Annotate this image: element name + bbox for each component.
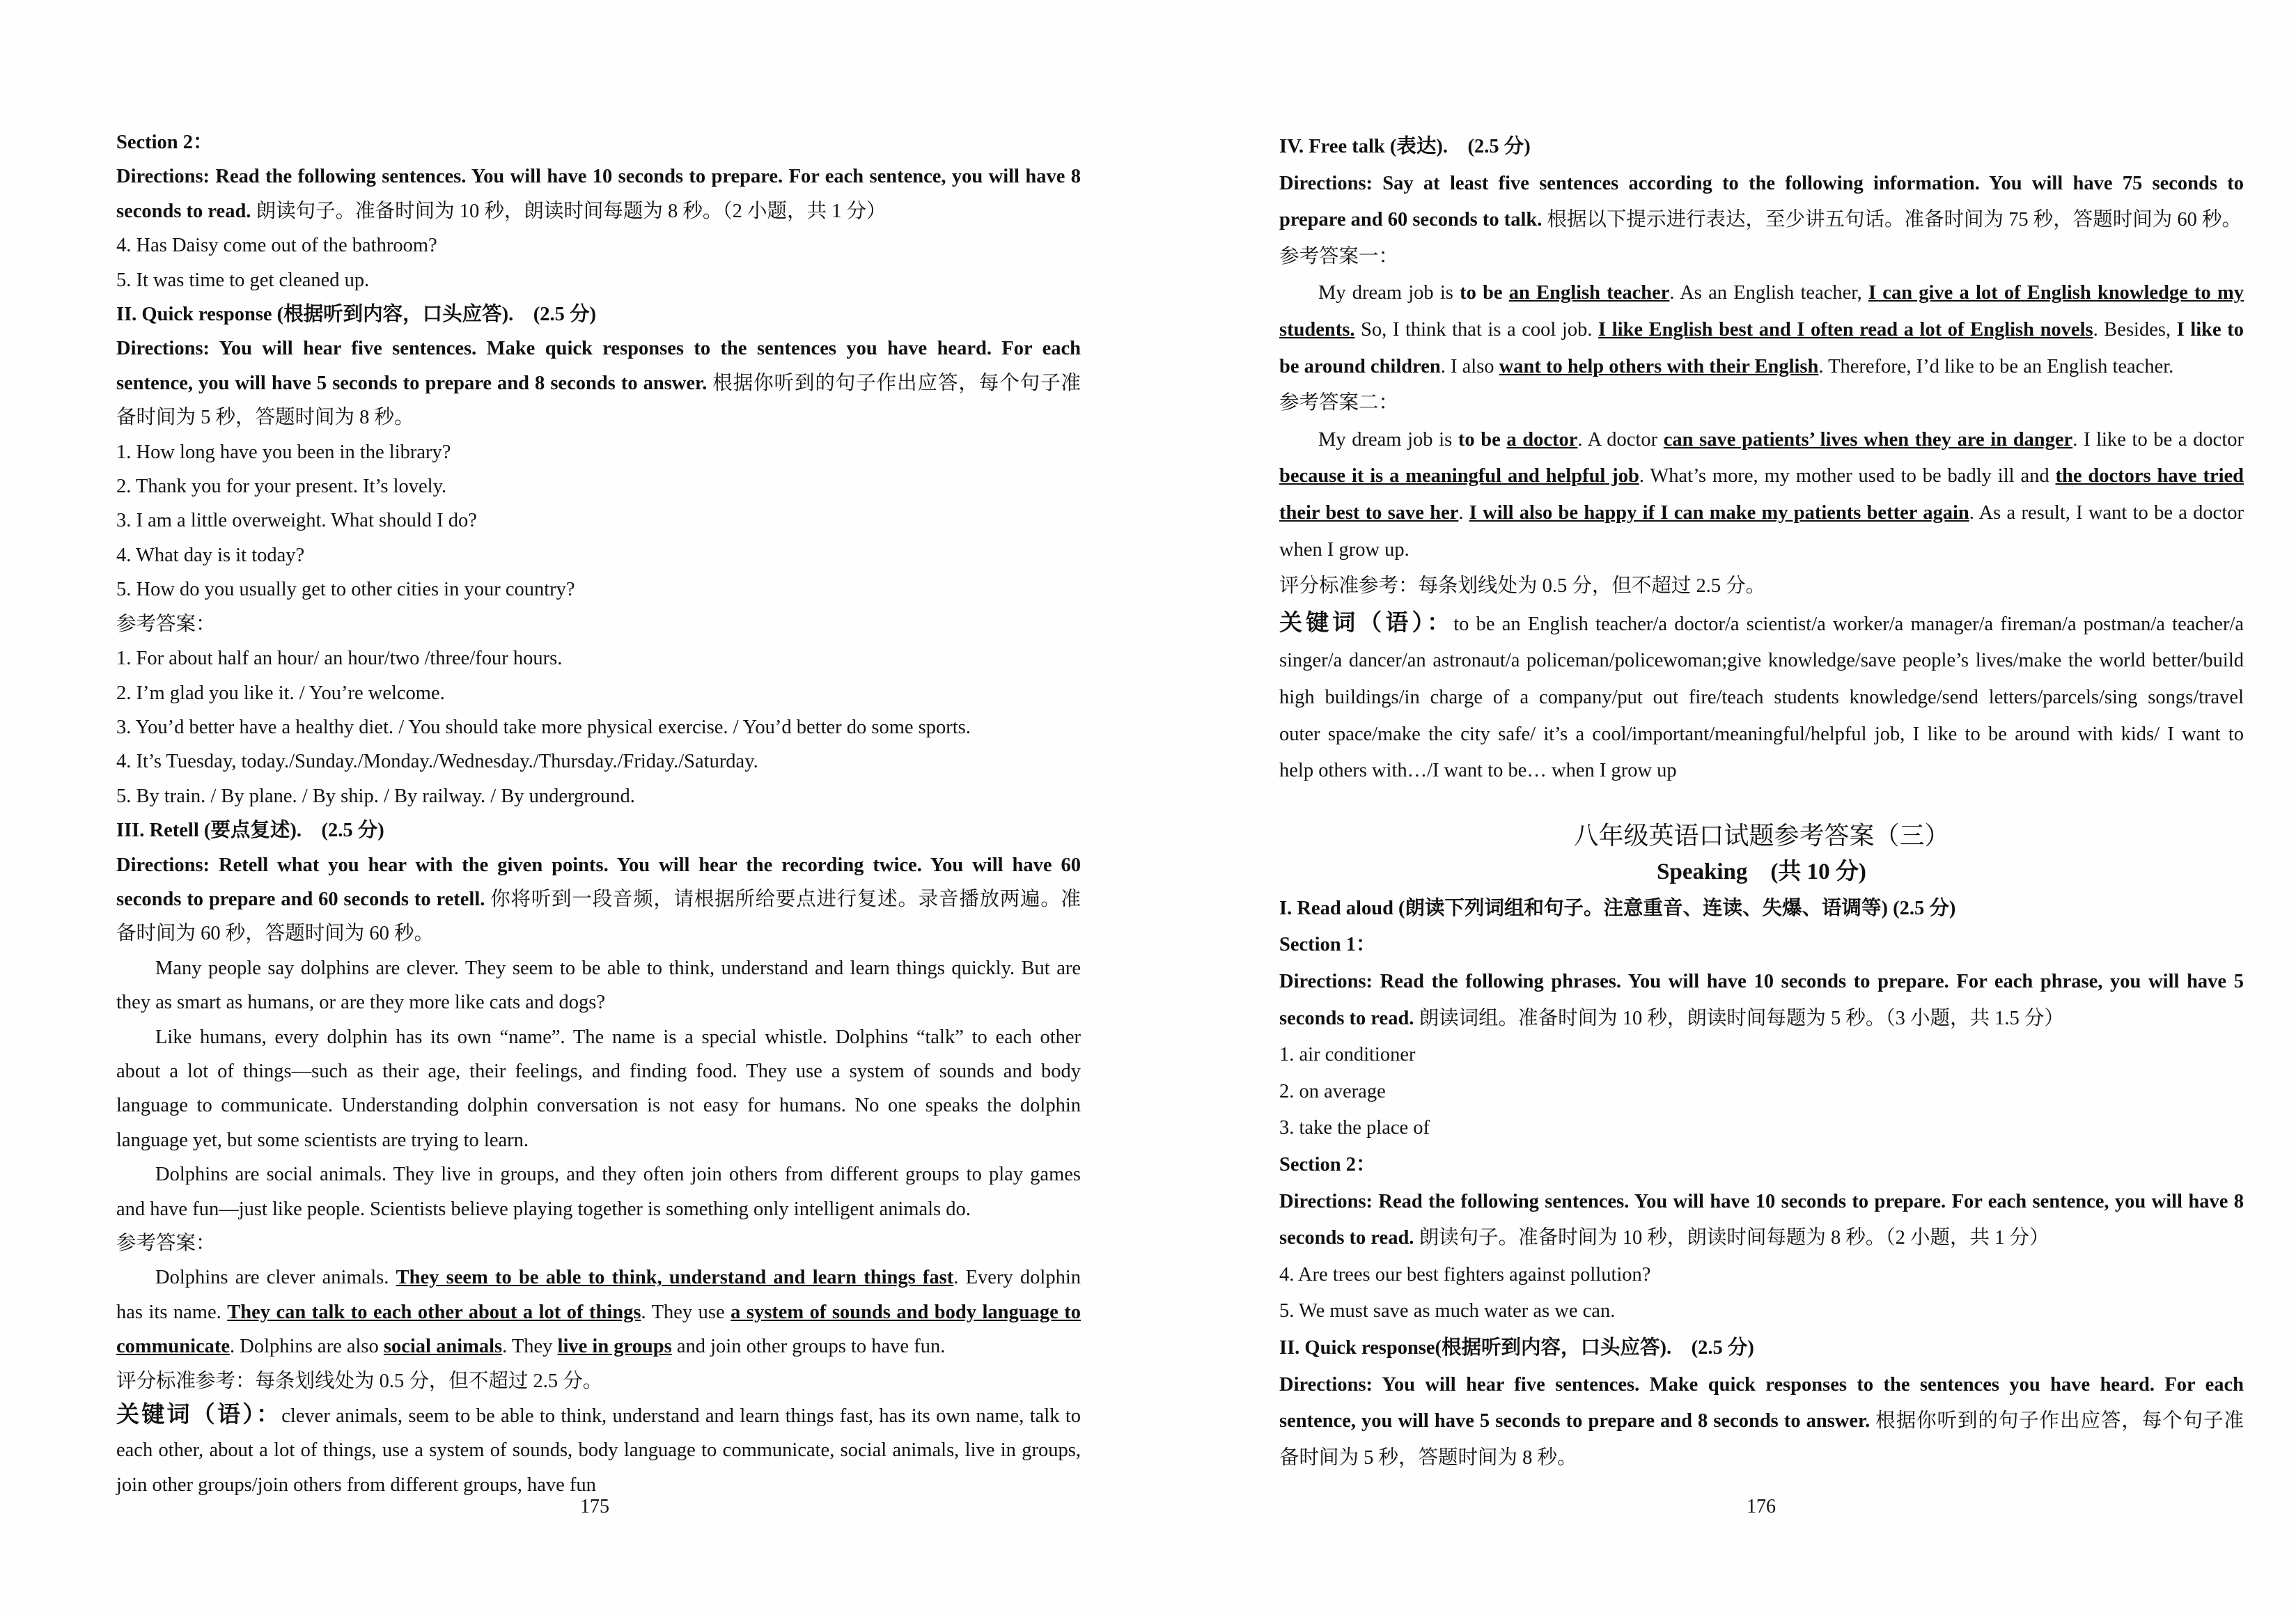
right-page [1279,129,2244,1476]
quick-response-directions-cont: sentence, you will have 5 seconds to prepare and 8 seconds to answer. 根据你听到的句子作出应答，每个句子准 [116,372,1081,394]
retell-directions: Directions: Retell what you hear with the given points. You will hear the recording twice. You will have 60 [116,854,1081,876]
reference-answer-2-heading: 参考答案二： [1279,392,1399,414]
sentence-5: 5. It was time to get cleaned up. [116,269,370,291]
free-talk-directions: Directions: Say at least five sentences according to the following information. You will have 75 seconds to [1279,172,2244,194]
reference-answer-1-line-3: be around children. I also want to help others with their English. Therefore, I’d like to be an English teacher. [1279,355,2174,377]
question-2: 2. Thank you for your present. It’s lovely. [116,476,447,498]
reference-answer-1-line-1: My dream job is to be an English teacher. As an English teacher, I can give a lot of English knowledge to my [1318,282,2244,304]
answer-heading: 参考答案： [116,613,216,635]
reference-answer-2-line-3: their best to save her. I will also be happy if I can make my patients better again. As a result, I want to be a doctor [1279,501,2244,524]
section1-heading: Section 1： [1279,934,1376,956]
phrase-1: 1. air conditioner [1279,1044,1416,1066]
quick-response-directions-cont: sentence, you will have 5 seconds to prepare and 8 seconds to answer. 根据你听到的句子作出应答，每个句子准 [1279,1410,2244,1432]
keywords-line-4: outer space/make the city safe/ it’s a cool/important/meaningful/helpful job, I like to be around with kids/ I want to [1279,723,2244,745]
answer-1: 1. For about half an hour/ an hour/two /three/four hours. [116,648,563,670]
keywords-line-5: help others with…/I want to be… when I grow up [1279,760,1677,782]
passage-paragraph-2-cont: language to communicate. Understanding dolphin conversation is not easy for humans. No one speaks the dolphin [116,1095,1081,1117]
keywords-line-2: each other, about a lot of things, use a system of sounds, body language to communicate, social animals, live in groups, [116,1439,1081,1462]
section1-directions: Directions: Read the following phrases. You will have 10 seconds to prepare. For each phrase, you will have 5 [1279,971,2244,993]
answer-3: 3. You’d better have a healthy diet. / You should take more physical exercise. / You’d better do some sports. [116,716,971,738]
page-number-left: 175 [580,1496,609,1517]
question-4: 4. What day is it today? [116,544,305,566]
read-aloud-heading: I. Read aloud (朗读下列词组和句子。注意重音、连读、失爆、语调等) (2.5 分) [1279,897,1956,919]
question-3: 3. I am a little overweight. What should I do? [116,510,477,532]
quick-response-directions: Directions: You will hear five sentences. Make quick responses to the sentences you have heard. For each [1279,1373,2244,1396]
keywords-line-1: 关键词（语）：clever animals, seem to be able to think, understand and learn things fast, has its own name, talk to [116,1403,1081,1428]
passage-paragraph-1-cont: they as smart as humans, or are they more like cats and dogs? [116,992,605,1014]
reference-answer-2-line-1: My dream job is to be a doctor. A doctor can save patients’ lives when they are in danger. I like to be a doctor [1318,428,2244,451]
retell-heading: III. Retell (要点复述). (2.5 分) [116,820,384,842]
free-talk-heading: IV. Free talk (表达). (2.5 分) [1279,136,1531,157]
section1-directions-cont: seconds to read. 朗读词组。准备时间为 10 秒，朗读时间每题为 5 秒。（3 小题，共 1.5 分） [1279,1007,2064,1029]
question-1: 1. How long have you been in the library? [116,441,451,463]
section2-directions-cont: seconds to read. 朗读句子。准备时间为 10 秒，朗读时间每题为 8 秒。（2 小题，共 1 分） [116,200,887,222]
quick-response-directions-time: 备时间为 5 秒，答题时间为 8 秒。 [1279,1446,1577,1469]
section2-heading: Section 2： [1279,1154,1376,1176]
quick-response-directions-time: 备时间为 5 秒，答题时间为 8 秒。 [116,407,414,429]
sentence-4: 4. Are trees our best fighters against pollution? [1279,1263,1651,1286]
exam-title-chinese: 八年级英语口试题参考答案（三） [1573,821,1950,850]
keywords-line-3: join other groups/join others from different groups, have fun [116,1474,596,1496]
passage-paragraph-3-end: and have fun—just like people. Scientists believe playing together is something only intelligent animals do. [116,1198,971,1220]
scoring-note: 评分标准参考：每条划线处为 0.5 分，但不超过 2.5 分。 [116,1370,603,1392]
section2-heading: Section 2： [116,132,213,153]
keywords-line-2: singer/a dancer/an astronaut/a policeman/policewoman;give knowledge/save people’s lives/make the world better/build [1279,650,2244,672]
phrase-3: 3. take the place of [1279,1117,1430,1139]
model-answer-line-1: Dolphins are clever animals. They seem to be able to think, understand and learn things fast. Every dolphin [155,1267,1081,1289]
question-5: 5. How do you usually get to other cities in your country? [116,579,575,601]
section2-directions: Directions: Read the following sentences. You will have 10 seconds to prepare. For each sentence, you will have 8 [116,166,1081,188]
model-answer-line-2: has its name. They can talk to each other about a lot of things. They use a system of sounds and body language to [116,1301,1081,1323]
quick-response-directions: Directions: You will hear five sentences. Make quick responses to the sentences you have heard. For each [116,338,1081,360]
model-answer-heading: 参考答案： [116,1233,216,1254]
passage-paragraph-2-end: language yet, but some scientists are trying to learn. [116,1129,529,1151]
phrase-2: 2. on average [1279,1080,1386,1102]
answer-5: 5. By train. / By plane. / By ship. / By railway. / By underground. [116,785,635,807]
passage-paragraph-3: Dolphins are social animals. They live in groups, and they often join others from different groups to play games [155,1164,1081,1186]
sentence-5: 5. We must save as much water as we can. [1279,1300,1616,1322]
keywords-line-3: high buildings/in charge of a company/put out fire/teach students knowledge/send letters/parcels/sing songs/travel [1279,686,2244,708]
passage-paragraph-2: Like humans, every dolphin has its own “name”. The name is a special whistle. Dolphins “talk” to each other [155,1026,1081,1048]
retell-directions-time: 备时间为 60 秒，答题时间为 60 秒。 [116,923,435,945]
quick-response-heading: II. Quick response (根据听到内容，口头应答). (2.5 分) [116,304,597,326]
passage-paragraph-2-cont: about a lot of things—such as their age, their feelings, and finding food. They use a system of sounds and body [116,1060,1081,1082]
exam-title-speaking: Speaking (共 10 分) [1657,859,1866,885]
reference-answer-1-line-2: students. So, I think that is a cool job. I like English best and I often read a lot of English novels. Besides, I like to [1279,318,2244,341]
section2-directions: Directions: Read the following sentences. You will have 10 seconds to prepare. For each sentence, you will have 8 [1279,1190,2244,1212]
answer-4: 4. It’s Tuesday, today./Sunday./Monday./Wednesday./Thursday./Friday./Saturday. [116,751,758,773]
section2-directions-cont: seconds to read. 朗读句子。准备时间为 10 秒，朗读时间每题为 8 秒。（2 小题，共 1 分） [1279,1227,2049,1249]
sentence-4: 4. Has Daisy come out of the bathroom? [116,235,437,257]
reference-answer-2-line-4: when I grow up. [1279,538,1409,561]
left-page [116,125,1081,1502]
retell-directions-cont: seconds to prepare and 60 seconds to retell. 你将听到一段音频，请根据所给要点进行复述。录音播放两遍。准 [116,888,1081,910]
reference-answer-2-line-2: because it is a meaningful and helpful job. What’s more, my mother used to be badly ill and the doctors have tried [1279,465,2244,487]
quick-response-heading: II. Quick response(根据听到内容，口头应答). (2.5 分) [1279,1337,1754,1359]
page-number-right: 176 [1747,1496,1776,1517]
reference-answer-1-heading: 参考答案一： [1279,245,1399,267]
model-answer-line-3: communicate. Dolphins are also social animals. They live in groups and join other groups to have fun. [116,1336,946,1358]
passage-paragraph-1: Many people say dolphins are clever. They seem to be able to think, understand and learn things quickly. But are [155,957,1081,979]
scoring-note: 评分标准参考：每条划线处为 0.5 分，但不超过 2.5 分。 [1279,575,1766,597]
keywords-line-1: 关键词（语）：to be an English teacher/a doctor/a scientist/a worker/a manager/a fireman/a postman/a teacher/a [1279,610,2244,636]
answer-2: 2. I’m glad you like it. / You’re welcome. [116,682,445,704]
free-talk-directions-cont: prepare and 60 seconds to talk. 根据以下提示进行表达，至少讲五句话。准备时间为 75 秒，答题时间为 60 秒。 [1279,209,2242,231]
